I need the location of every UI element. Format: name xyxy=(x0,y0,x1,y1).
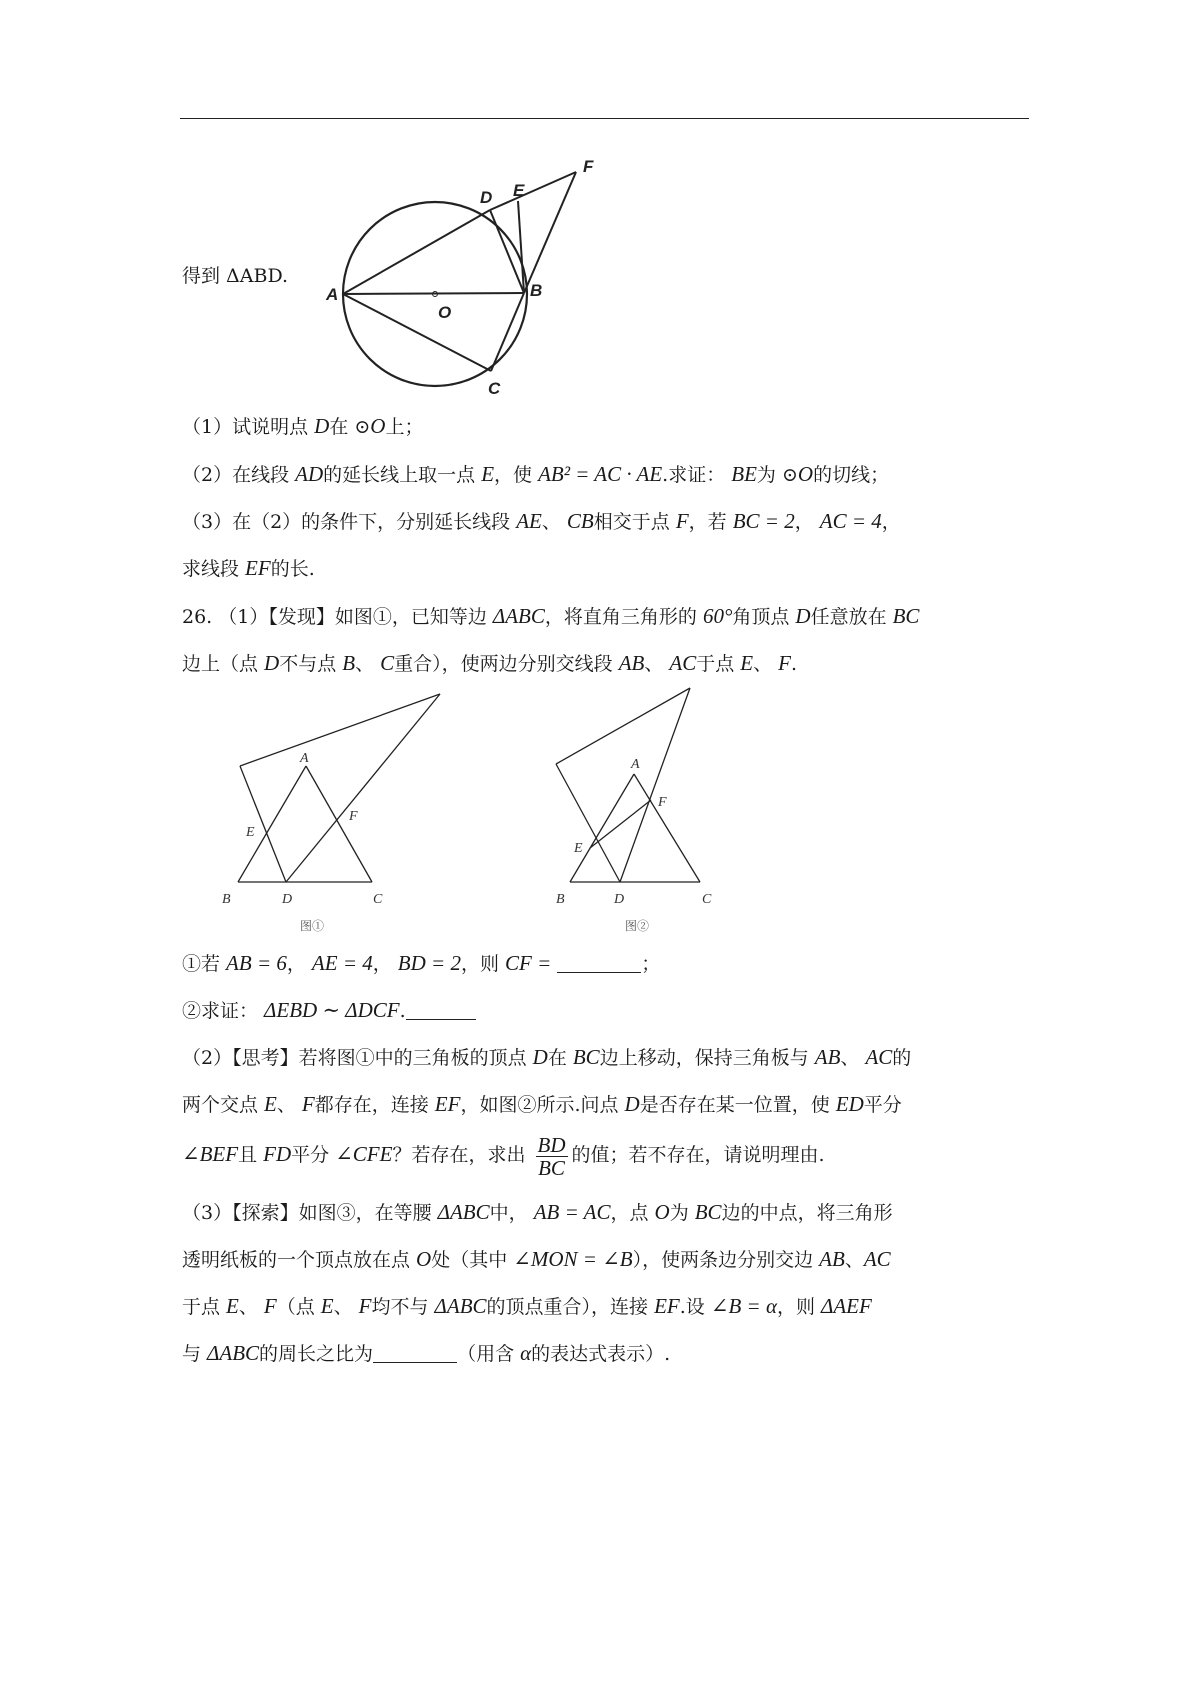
fig1-label-b: B xyxy=(222,892,231,907)
line-get-abd: 得到 ΔABD. xyxy=(182,265,289,287)
fig2-ef xyxy=(590,800,651,848)
label-b: B xyxy=(530,281,543,300)
fig2-label-f: F xyxy=(658,795,667,810)
fig2-ac xyxy=(634,774,700,882)
fig2-label-a: A xyxy=(631,757,640,772)
fig1-left xyxy=(240,766,286,882)
fig2-label-d: D xyxy=(614,892,625,907)
q26-part3-cont3: 与 ΔABC的周长之比为 （用含 α的表达式表示）. xyxy=(182,1341,671,1365)
fig2-left xyxy=(556,764,620,882)
fig2-label-b: B xyxy=(556,892,565,907)
label-f: F xyxy=(583,157,594,176)
q26-part3: （3）【探索】如图③，在等腰 ΔABC中， AB = AC，点 O为 BC边的中点，将三角形 xyxy=(182,1200,893,1224)
fig1-label-a: A xyxy=(300,751,309,766)
q25-part3-cont: 求线段 EF的长. xyxy=(182,556,315,580)
fig1-ab xyxy=(238,766,306,882)
fig1-caption: 图① xyxy=(300,919,325,933)
answer-blank-ratio[interactable] xyxy=(373,1344,457,1363)
fig2-top xyxy=(556,688,690,764)
fraction-bd-bc: $\frac{BD}{BC}$ xyxy=(537,1132,566,1180)
label-d: D xyxy=(480,188,493,207)
label-e: E xyxy=(513,181,525,200)
q26-part3-cont2: 于点 E、 F（点 E、 F均不与 ΔABC的顶点重合），连接 EF.设 ∠B = α，则 ΔAEF xyxy=(182,1294,872,1318)
fig2-caption: 图② xyxy=(625,919,650,933)
fig1-label-c: C xyxy=(373,892,383,907)
fig2-label-e: E xyxy=(574,841,583,856)
q26-part2-cont: 两个交点 E、 F都存在，连接 EF，如图②所示.问点 D是否存在某一位置，使 ED平分 xyxy=(182,1092,902,1116)
q26-part2: （2）【思考】若将图①中的三角板的顶点 D在 BC边上移动，保持三角板与 AB、 AC的 xyxy=(182,1045,912,1069)
q26-part2-cont2: ∠BEF且 FD平分 ∠CFE？若存在，求出 $\frac{BD}{BC}$ 的值；若不存在，请说明理由. xyxy=(182,1132,825,1180)
fig1-label-e: E xyxy=(246,825,255,840)
q26-sub2: ②求证： ΔEBD ∼ ΔDCF. xyxy=(182,996,476,1025)
fig1-label-d: D xyxy=(282,892,293,907)
fig2-ab xyxy=(570,774,634,882)
q26-sub1: ①若 AB = 6， AE = 4， BD = 2，则 CF = ； xyxy=(182,951,661,975)
q25-part3: （3）在（2）的条件下，分别延长线段 AE、 CB相交于点 F，若 BC = 2， AC = 4， xyxy=(182,509,901,533)
fig2-hyp xyxy=(620,688,690,882)
fig1-label-f: F xyxy=(349,809,358,824)
fig2-label-c: C xyxy=(702,892,712,907)
q26-intro-cont: 边上（点 D不与点 B、 C重合），使两边分别交线段 AB、 AC于点 E、 F. xyxy=(182,651,798,675)
answer-blank-proof[interactable] xyxy=(406,1001,476,1020)
q26-part3-cont: 透明纸板的一个顶点放在点 O处（其中 ∠MON = ∠B），使两条边分别交边 AB、AC xyxy=(182,1247,891,1271)
figure-1 xyxy=(222,694,440,933)
answer-blank-cf[interactable] xyxy=(557,954,641,973)
label-c: C xyxy=(488,379,501,398)
fig1-ac xyxy=(306,766,372,882)
q26-intro: 26. （1）【发现】如图①，已知等边 ΔABC，将直角三角形的 60°角顶点 D任意放在 BC xyxy=(182,604,920,628)
q25-part1: （1）试说明点 D在 ⊙O上； xyxy=(182,414,424,438)
label-a: A xyxy=(326,285,339,304)
q25-part2: （2）在线段 AD的延长线上取一点 E，使 AB² = AC · AE.求证： BE为 ⊙O的切线； xyxy=(182,462,890,486)
label-o: O xyxy=(438,303,452,322)
figure-2 xyxy=(556,688,712,933)
